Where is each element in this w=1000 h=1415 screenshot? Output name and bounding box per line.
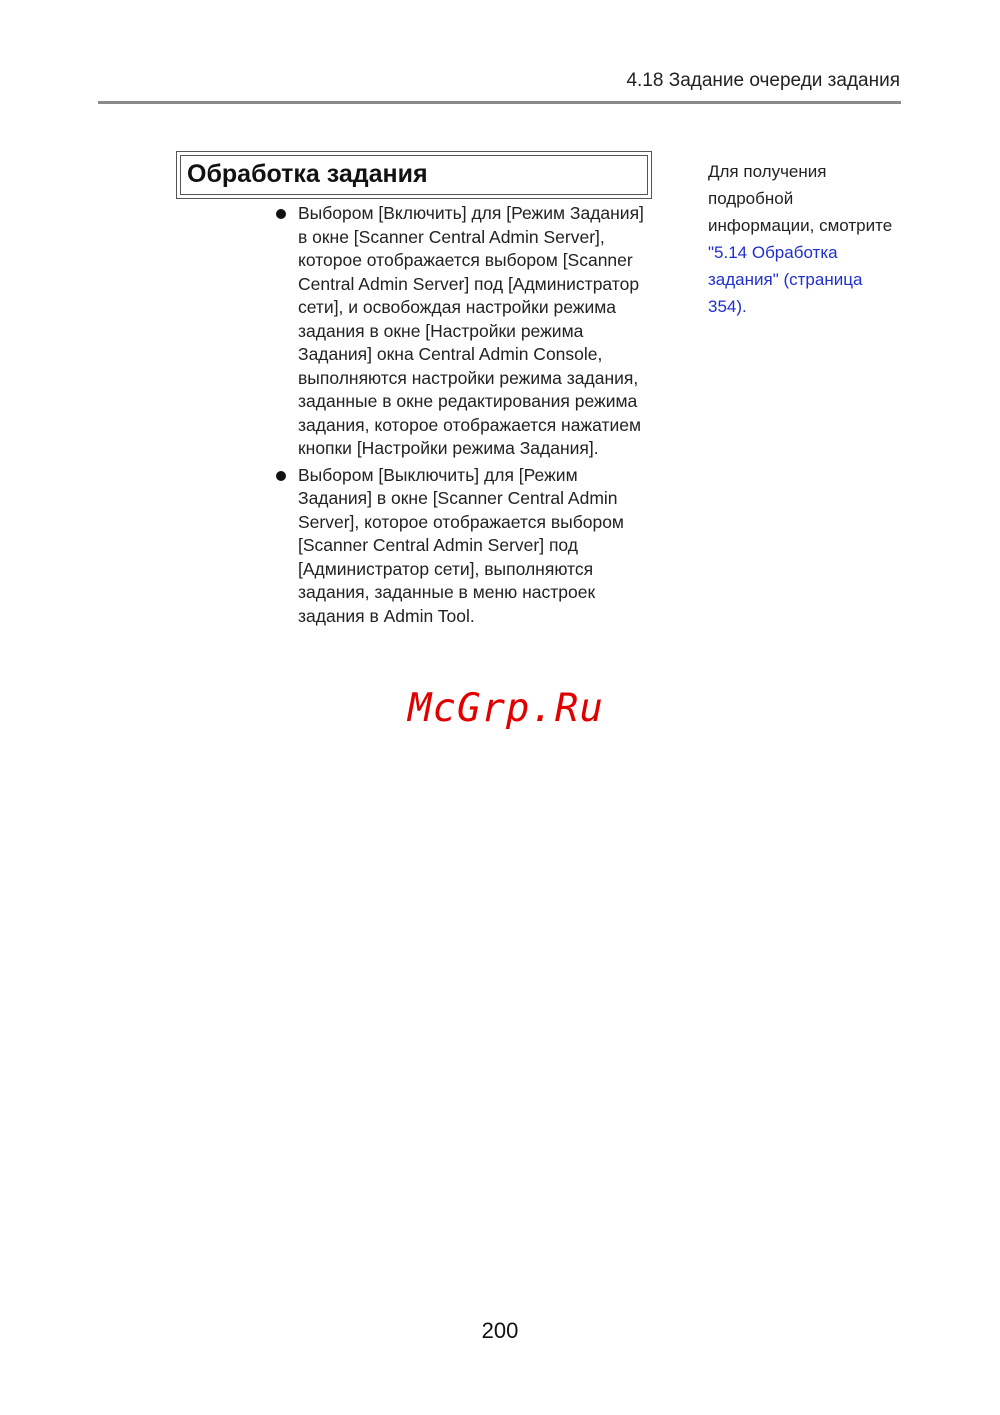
- section-title-box: [176, 151, 652, 199]
- bullet-icon: [276, 209, 286, 219]
- list-item: [270, 202, 650, 461]
- bullet-list: [270, 202, 650, 631]
- side-note: [708, 158, 898, 320]
- bullet-icon: [276, 471, 286, 481]
- list-item: [270, 464, 650, 629]
- page-number: 200: [481, 1318, 519, 1343]
- header-divider: [98, 101, 901, 104]
- section-title: Обработка задания: [187, 160, 428, 188]
- watermark: McGrp.Ru: [408, 686, 604, 731]
- bullet-text: Выбором [Выключить] для [Режим Задания] в окне [Scanner Central Admin Server], которое отображается выбором [Scanner Central Admin Server] под [Администратор сети], выполняются задания, заданные в меню настроек задания в Admin Tool.: [298, 464, 624, 626]
- cross-reference-link[interactable]: "5.14 Обработка задания" (страница 354).: [708, 243, 863, 316]
- bullet-text: Выбором [Включить] для [Режим Задания] в окне [Scanner Central Admin Server], которое отображается выбором [Scanner Central Admin Server] под [Администратор сети], и освобождая настройки режима задания в окне [Настройки режима Задания] окна Central Admin Console, выполняются настройки режима задания, заданные в окне редактирования режима задания, которое отображается нажатием кнопки [Настройки режима Задания].: [298, 203, 644, 458]
- running-header: 4.18 Задание очереди задания: [626, 70, 900, 91]
- side-note-text: Для получения подробной информации, смотрите: [708, 162, 893, 235]
